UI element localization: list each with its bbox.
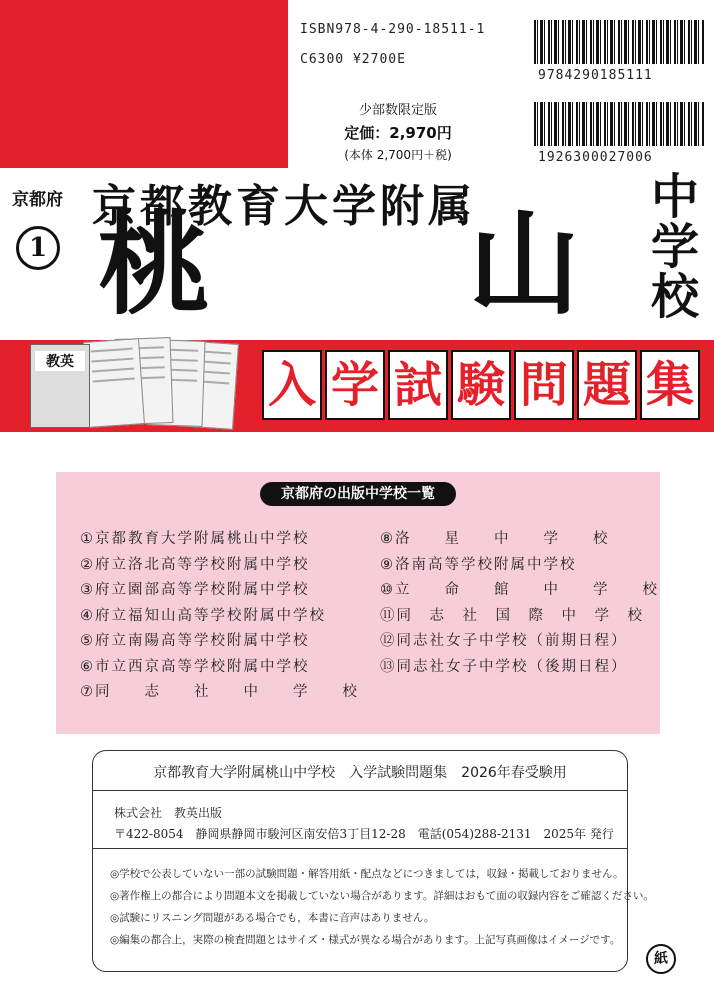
price-label: 定価：2,970円 xyxy=(344,124,452,142)
list-item: ①京都教育大学附属桃山中学校 xyxy=(80,531,310,547)
isbn-text: ISBN978-4-290-18511-1 xyxy=(300,22,486,37)
exam-title xyxy=(262,350,700,420)
list-item: ⑦同 志 社 中 学 校 xyxy=(80,684,359,700)
limited-edition-label: 少部数限定版 xyxy=(358,103,437,118)
school-list-left xyxy=(80,527,359,706)
school-name-big-1: 桃 xyxy=(98,199,210,330)
note-line: ◎著作権上の都合により問題本文を掲載していない場合があります。詳細はおもて面の収録内容をご確認ください。 xyxy=(110,890,654,902)
barcode-bottom-number: 1926300027006 xyxy=(538,150,653,165)
school-name-vertical: 中学校 xyxy=(650,169,699,325)
price-block xyxy=(318,100,478,166)
recycle-paper-icon: 紙 xyxy=(646,944,676,974)
list-item: ⑤府立南陽高等学校附属中学校 xyxy=(80,633,310,649)
book-illustration xyxy=(30,344,90,428)
list-item: ③府立園部高等学校附属中学校 xyxy=(80,582,310,598)
barcode-top xyxy=(534,20,704,64)
exam-title-char: 験 xyxy=(451,350,511,420)
list-item: ⑥市立西京高等学校附属中学校 xyxy=(80,658,310,675)
barcode-top-number: 9784290185111 xyxy=(538,68,653,83)
list-item: ④府立福知山高等学校附属中学校 xyxy=(80,607,326,624)
publisher-company: 株式会社 教英出版 xyxy=(114,806,223,820)
exam-title-char: 学 xyxy=(325,350,385,420)
publisher-title: 京都教育大学附属桃山中学校 入学試験問題集 2026年春受験用 xyxy=(153,765,567,781)
price-code: C6300 ¥2700E xyxy=(300,52,406,67)
volume-number: 1 xyxy=(16,226,60,270)
list-item: ②府立洛北高等学校附属中学校 xyxy=(80,556,310,573)
paper-sheet xyxy=(83,338,145,428)
book-title-label: 教英 xyxy=(35,351,85,371)
list-item: ⑩立 命 館 中 学 校 xyxy=(380,582,659,598)
school-list-right xyxy=(380,527,659,680)
note-line: ◎試験にリスニング問題がある場合でも，本書に音声はありません。 xyxy=(110,912,435,924)
list-item: ⑧洛 星 中 学 校 xyxy=(380,531,610,547)
note-line: ◎学校で公表していない一部の試験問題・解答用紙・配点などにつきましては，収録・掲載しておりません。 xyxy=(110,868,624,880)
exam-title-char: 問 xyxy=(514,350,574,420)
list-item: ⑨洛南高等学校附属中学校 xyxy=(380,556,577,573)
prefecture-label: 京都府 xyxy=(12,190,63,210)
list-item: ⑫同志社女子中学校（前期日程） xyxy=(380,633,628,649)
barcode-bottom xyxy=(534,102,704,146)
school-list-heading: 京都府の出版中学校一覧 xyxy=(260,482,456,506)
school-name-line: 京都教育大学附属 xyxy=(92,181,476,232)
publisher-address: 〒422-8054 静岡県静岡市駿河区南安倍3丁目12-28 電話(054)288-2131 2025年 発行 xyxy=(114,827,614,841)
note-line: ◎編集の都合上，実際の検査問題とはサイズ・様式が異なる場合があります。上記写真画像はイメージです。 xyxy=(110,934,621,946)
exam-title-char: 集 xyxy=(640,350,700,420)
divider xyxy=(92,790,628,791)
exam-title-char: 試 xyxy=(388,350,448,420)
exam-title-char: 入 xyxy=(262,350,322,420)
school-name-big-2: 山 xyxy=(468,199,580,330)
list-item: ⑪同 志 社 国 際 中 学 校 xyxy=(380,607,644,624)
paper-stack-illustration xyxy=(30,336,240,436)
exam-title-char: 題 xyxy=(577,350,637,420)
list-item: ⑬同志社女子中学校（後期日程） xyxy=(380,658,628,675)
divider xyxy=(92,848,628,849)
price-tax-label: (本体 2,700円＋税) xyxy=(344,148,452,162)
